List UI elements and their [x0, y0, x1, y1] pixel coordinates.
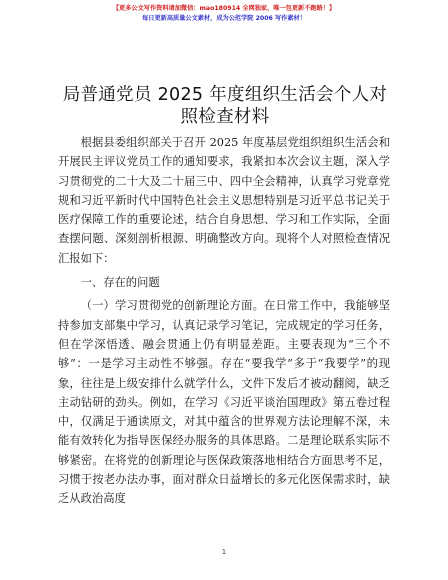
intro-paragraph: 根据县委组织部关于召开 2025 年度基层党组织组织生活会和开展民主评议党员工作的通知要求，我紧扣本次会议主题，深入学习贯彻党的二十大及二十届三中、四中全会精神，认真学习党章党规和习近平新时代中国特色社会主义思想特别是习近平总书记关于医疗保障工作的重要论述，结合自身思想、学习和工作实际，全面查摆问题、深刻剖析根源、明确整改方向。现将个人对照检查情况汇报如下：	[58, 136, 390, 265]
document-title: 局普通党员 2025 年度组织生活会个人对照检查材料	[62, 85, 388, 127]
promo-banner	[0, 4, 448, 23]
subsection-theory-study: （一）学习贯彻党的创新理论方面。在日常工作中，我能够坚持参加支部集中学习，认真记录学习笔记，完成规定的学习任务，但在学深悟透、融会贯通上仍有明显差距。主要表现为“三个不够”：一是学习主动性不够强。存在“要我学”多于“我要学”的现象，往往是上级安排什么就学什么，文件下发后才被动翻阅，缺乏主动钻研的劲头。例如，在学习《习近平谈治国理政》第五卷过程中，仅满足于通读原文，对其中蕴含的世界观方法论理解不深，未能有效转化为指导医保经办服务的具体思路。二是理论联系实际不够紧密。在将党的创新理论与医保政策落地相结合方面思考不足，习惯于按老办法办事，面对群众日益增长的多元化医保需求时，缺乏从政治高度	[58, 299, 390, 506]
promo-banner-line-1: 【更多公文写作资料请加微信：mao180914 全网独家，唯一包更新不跑路！】	[112, 5, 336, 12]
page-number: 1	[221, 548, 227, 556]
document-body	[58, 133, 390, 509]
section-heading-problems: 一、存在的问题	[80, 276, 160, 290]
promo-banner-line-2: 每日更新高质量公文素材，成为公范学院 2006 写作素材！	[142, 15, 306, 22]
